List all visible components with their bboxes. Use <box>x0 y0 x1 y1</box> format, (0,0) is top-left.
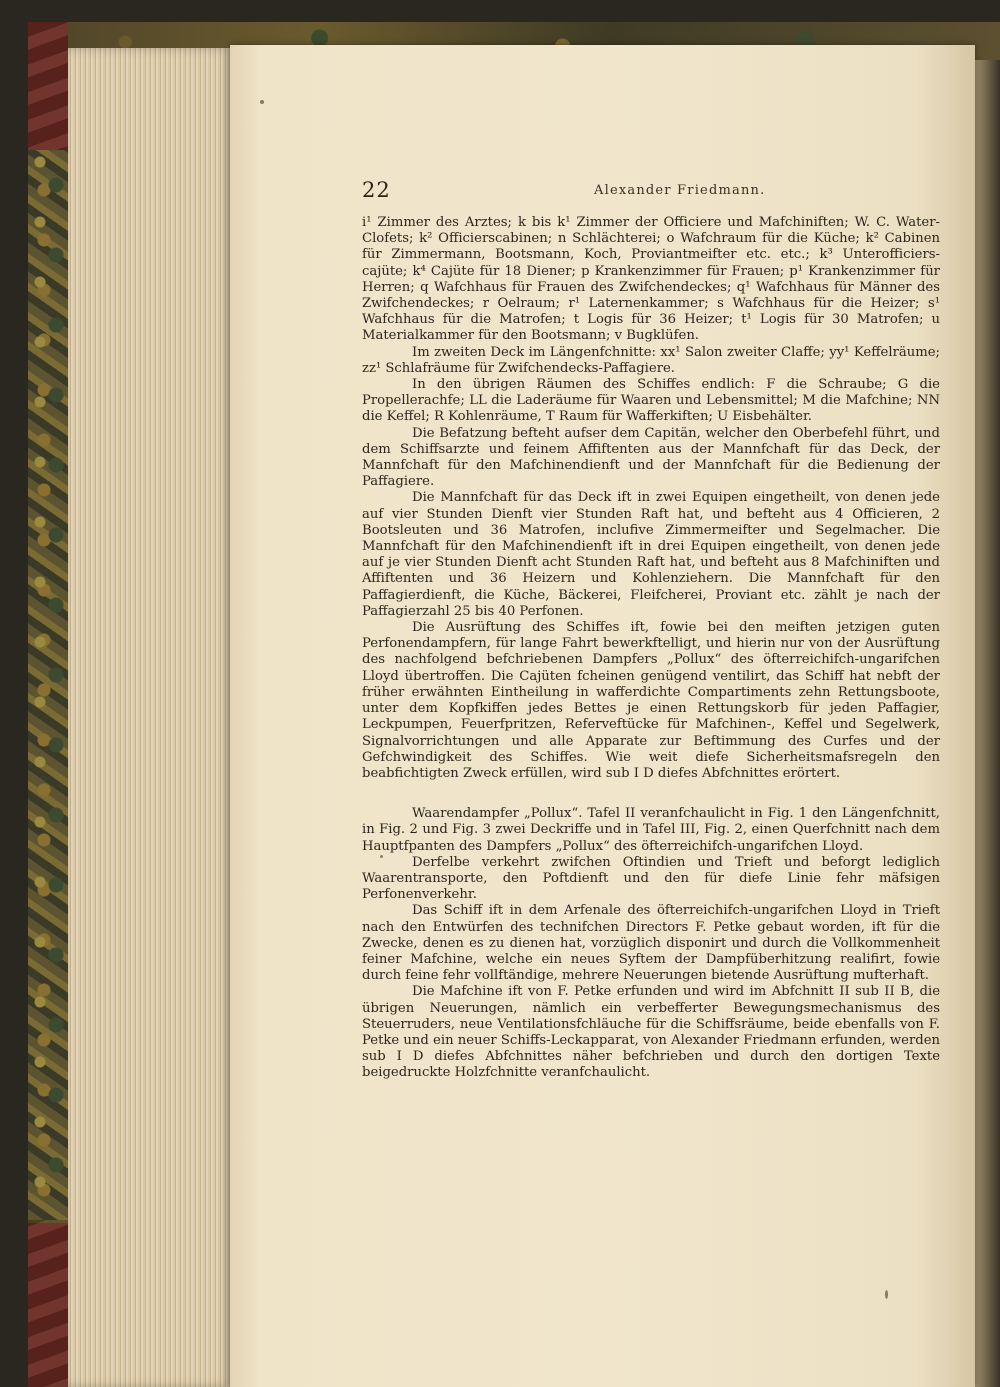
paragraph: Die Befatzung befteht aufser dem Capitän, welcher den Oberbefehl führt, und dem Schiffsarzte und feinem Affiftenten aus der Mannfchaft für das Deck, der Mannfchaft für den Mafchinendienft und der Mannfchaft für die Bedienung der Paffagiere. <box>362 425 940 490</box>
paper-speck <box>885 1290 888 1299</box>
paragraph: Derfelbe verkehrt zwifchen Oftindien und Trieft und beforgt lediglich Waarentransporte, den Poftdienft und den für diefe Linie fehr mäfsigen Perfonenverkehr. <box>362 854 940 903</box>
paragraph: Die Mannfchaft für das Deck ift in zwei Equipen eingetheilt, von denen jede auf vier Stunden Dienft vier Stunden Raft hat, und befteht aus 4 Officieren, 2 Bootsleuten und 36 Matrofen, inclufive Zimmermeifter und Segelmacher. Die Mannfchaft für den Mafchinendienft ift in drei Equipen eingetheilt, von denen jede auf je vier Stunden Dienft acht Stunden Raft hat, und befteht aus 8 Mafchiniften und Affiftenten und 36 Heizern und Kohlenziehern. Die Mannfchaft für den Paffagierdienft, die Küche, Bäckerei, Fleifcherei, Proviant etc. zählt je nach der Paffagierzahl 25 bis 40 Perfonen. <box>362 490 940 619</box>
paragraph: Im zweiten Deck im Längenfchnitte: xx¹ Salon zweiter Claffe; yy¹ Keffelräume; zz¹ Schlafräume für Zwifchendecks-Paffagiere. <box>362 344 940 376</box>
paragraph: i¹ Zimmer des Arztes; k bis k¹ Zimmer der Officiere und Mafchiniften; W. C. Water-Clofets; k² Officierscabinen; n Schlächterei; o Wafchraum für die Küche; k² Cabinen für Zimmermann, Bootsmann, Koch, Proviantmeifter etc. etc.; k³ Unterofficiers-cajüte; k⁴ Cajüte für 18 Diener; p Krankenzimmer für Frauen; p¹ Krankenzimmer für Herren; q Wafchhaus für Frauen des Zwifchendeckes; q¹ Wafchhaus für Männer des Zwifchendeckes; r Oelraum; r¹ Laternenkammer; s Wafchhaus für die Heizer; s¹ Wafchhaus für die Matrofen; t Logis für 36 Heizer; t¹ Logis für 30 Matrofen; u Materialkammer für den Bootsmann; v Bugklüfen. <box>362 215 940 344</box>
paragraph: Waarendampfer „Pollux“. Tafel II veranfchaulicht in Fig. 1 den Längenfchnitt, in Fig. 2 und Fig. 3 zwei Deckriffe und in Tafel III, Fig. 2, einen Querfchnitt nach dem Hauptfpanten des Dampfers „Pollux“ des öfterreichifch-ungarifchen Lloyd. <box>362 806 940 854</box>
paper-speck <box>260 100 264 104</box>
paragraph: Die Mafchine ift von F. Petke erfunden und wird im Abfchnitt II sub II B, die übrigen Neuerungen, nämlich ein verbefferter Bewegungsmechanismus des Steuerruders, neue Ventilationsfchläuche für die Schiffsräume, beide ebenfalls von F. Petke und ein neuer Schiffs-Leckapparat, von Alexander Friedmann erfunden, werden sub I D diefes Abfchnittes näher befchrieben und durch den dortigen Texte beigedruckte Holzfchnitte veranfchaulicht. <box>362 984 940 1081</box>
paragraph: Die Ausrüftung des Schiffes ift, fowie bei den meiften jetzigen guten Perfonendampfern, für lange Fahrt bewerkftelligt, und hierin nur von der Ausrüftung des nachfolgend befchriebenen Dampfers „Pollux“ des öfterreichifch-ungarifchen Lloyd übertroffen. Die Cajüten fcheinen genügend ventilirt, das Schiff hat nebft der früher erwähnten Eintheilung in wafferdichte Compartiments zehn Rettungsboote, unter dem Kopfkiffen jedes Bettes je einen Rettungskorb für jeden Paffagier, Leckpumpen, Feuerfpritzen, Referveftücke für Mafchinen-, Keffel und Segelwerk, Signalvorrichtungen und alle Apparate zur Beftimmung des Curfes und der Gefchwindigkeit des Schiffes. Wie weit diefe Sicherheitsmafsregeln den beabfichtigten Zweck erfüllen, wird sub I D diefes Abfchnittes erörtert. <box>362 620 940 781</box>
body-text <box>362 215 940 1082</box>
paragraph: Das Schiff ift in dem Arfenale des öfterreichifch-ungarifchen Lloyd in Trieft nach den Entwürfen des technifchen Directors F. Petke gebaut worden, ift für die Zwecke, denen es zu dienen hat, vorzüglich disponirt und durch die Vollkommenheit feiner Mafchine, welche ein neues Syftem der Dampfüberhitzung realifirt, fowie durch feine fehr vollftändige, mehrere Neuerungen bietende Ausrüftung mufterhaft. <box>362 903 940 984</box>
paragraph: In den übrigen Räumen des Schiffes endlich: F die Schraube; G die Propellerachfe; LL die Laderäume für Waaren und Lebensmittel; M die Mafchine; NN die Keffel; R Kohlenräume, T Raum für Wafferkiften; U Eisbehälter. <box>362 377 940 425</box>
page-number: 22 <box>362 178 391 202</box>
marbled-endpaper <box>28 150 68 1220</box>
page-edges-stack <box>68 48 233 1387</box>
running-head: Alexander Friedmann. <box>594 183 766 198</box>
